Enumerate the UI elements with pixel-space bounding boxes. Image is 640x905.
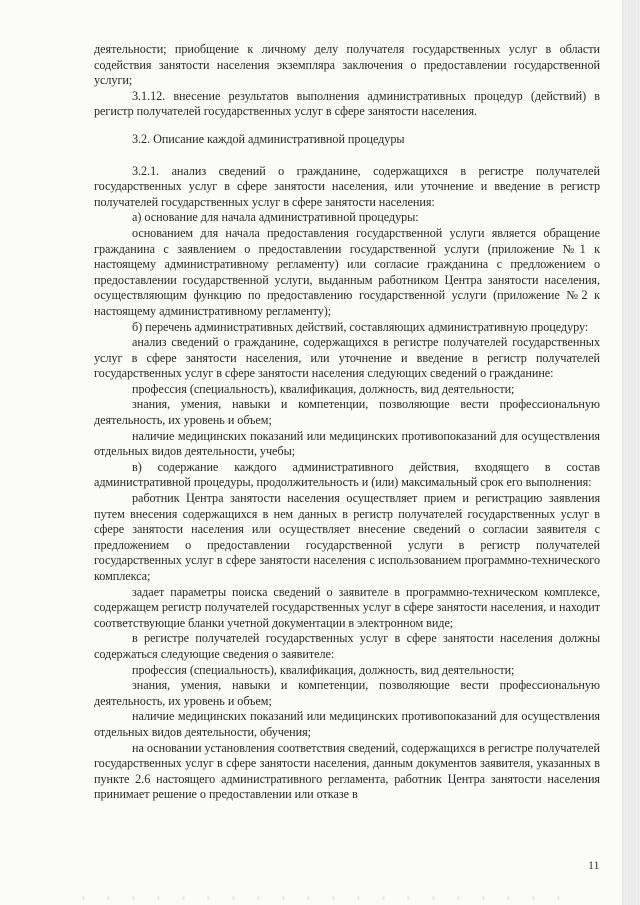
paragraph: анализ сведений о гражданине, содержащихся в регистре получателей государственных услуг в сфере занятости населения, или уточнение и введение в регистр получателей государственных услуг в сфере занятости населения следующих сведений о гражданине: <box>94 335 600 381</box>
paragraph: знания, умения, навыки и компетенции, позволяющие вести профессиональную деятельность, их уровень и объем; <box>94 678 600 708</box>
paragraph: задает параметры поиска сведений о заявителе в программно-техническом комплексе, содержащем регистр получателей государственных услуг в сфере занятости населения, и находит соответствующие бланки учетной документации в электронном виде; <box>94 584 600 630</box>
paragraph: профессия (специальность), квалификация, должность, вид деятельности; <box>132 662 515 677</box>
paragraph: а) основание для начала административной процедуры: <box>132 210 419 225</box>
scan-edge-shadow <box>622 0 640 905</box>
paragraph: профессия (специальность), квалификация, должность, вид деятельности; <box>132 381 515 396</box>
paragraph: основанием для начала предоставления государственной услуги является обращение гражданина с заявлением о предоставлении государственной услуги (приложение №1 к настоящему административному регламенту) или согласие гражданина с предложением о предоставлении государственной услуги, выданным работником Центра занятости населения, осуществляющим функцию по предоставлению государственной услуги (приложение №2 к настоящему административному регламенту); <box>94 225 600 318</box>
paragraph: работник Центра занятости населения осуществляет прием и регистрацию заявления путем внесения содержащихся в нем данных в регистр получателей государственных услуг в сфере занятости населения или осуществляет внесение сведений о согласии заявителя с предложением о предоставлении государственной услуги в регистр получателей государственных услуг в сфере занятости населения с использованием программно-технического комплекса; <box>94 491 600 583</box>
page-number: 11 <box>588 858 600 872</box>
document-body <box>94 42 600 803</box>
paragraph: в регистре получателей государственных услуг в сфере занятости населения должны содержаться следующие сведения о заявителе: <box>94 631 600 661</box>
paragraph: 3.1.12. внесение результатов выполнения административных процедур (действий) в регистр получателей государственных услуг в сфере занятости населения. <box>94 88 600 119</box>
paragraph: на основании установления соответствия сведений, содержащихся в регистре получателей государственных услуг в сфере занятости населения, данным документов заявителя, указанных в пункте 2.6 настоящего административного регламента, работник Центра занятости населения принимает решение о предоставлении или отказе в <box>94 740 600 802</box>
paragraph: б) перечень административных действий, составляющих административную процедуру: <box>132 319 589 334</box>
paragraph: 3.2.1. анализ сведений о гражданине, содержащихся в регистре получателей государственных услуг в сфере занятости населения, или уточнение и введение в регистр получателей государственных услуг в сфере занятости населения: <box>94 163 600 209</box>
paragraph: в) содержание каждого административного действия, входящего в состав административной процедуры, продолжительность и (или) максимальный срок его выполнения: <box>94 459 600 490</box>
section-heading: 3.2. Описание каждой административной процедуры <box>132 131 405 146</box>
paragraph: знания, умения, навыки и компетенции, позволяющие вести профессиональную деятельность, их уровень и объем; <box>94 397 600 428</box>
paragraph: деятельности; приобщение к личному делу получателя государственных услуг в области содействия занятости населения экземпляра заключения о предоставлении государственной услуги; <box>94 42 600 88</box>
paragraph: наличие медицинских показаний или медицинских противопоказаний для осуществления отдельных видов деятельности, обучения; <box>94 709 600 739</box>
paragraph: наличие медицинских показаний или медицинских противопоказаний для осуществления отдельных видов деятельности, учебы; <box>94 428 600 459</box>
scan-specks <box>60 896 580 900</box>
